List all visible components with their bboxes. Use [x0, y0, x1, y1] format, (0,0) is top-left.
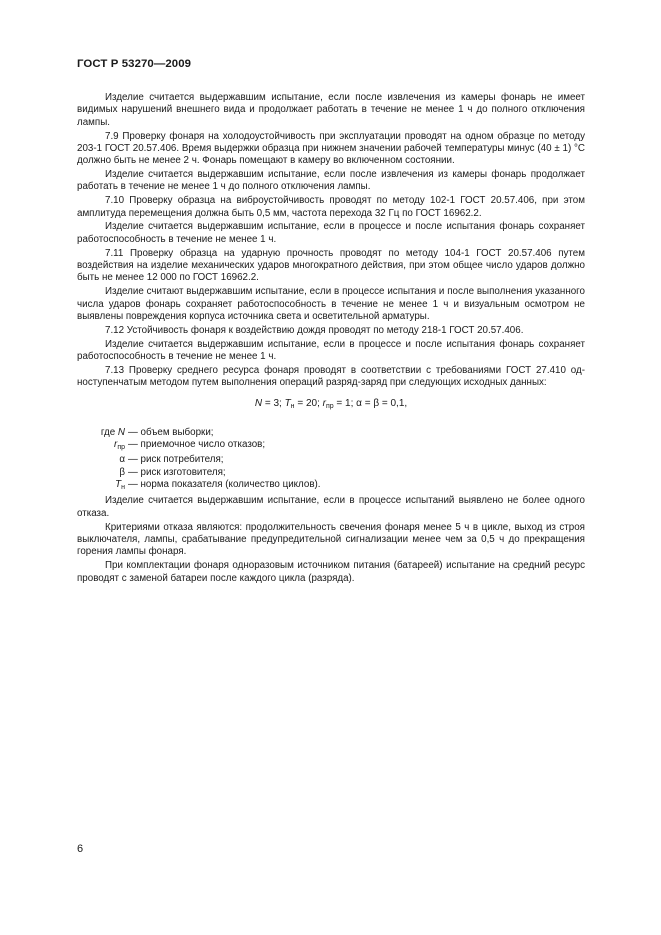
- paragraph: 7.13 Проверку среднего ресурса фонаря проводят в соответствии с требованиями ГОСТ 27.410 одноступенчатым методом путем выполнения операций разряд-заряд при следующих исходных данных:: [77, 364, 585, 389]
- formula-t-subscript: н: [290, 403, 295, 411]
- formula-r-value: = 1;: [333, 398, 357, 410]
- paragraph: Изделие считают выдержавшим испытание, если в процессе испытания и после выполнения указанного числа ударов фонарь сохраняет работоспособность в течение не менее 1 ч и визуальным осмотром не выявлены повреждения корпуса источника света и осветительной арматуры.: [77, 286, 585, 322]
- paragraph: 7.11 Проверку образца на ударную прочность проводят по методу 104-1 ГОСТ 20.57.406 путем воздействия на изделие механических ударов многократного действия, при этом общее число ударов должно быть не менее 12 000 по ГОСТ 16962.2.: [77, 247, 585, 284]
- definition-item: [77, 479, 585, 494]
- definition-symbol: r: [114, 439, 118, 451]
- definition-text: — норма показателя (количество циклов).: [128, 479, 321, 491]
- paragraph: Изделие считается выдержавшим испытание, если после извлечения из камеры фонарь не имеет видимых нарушений внешнего вида и продолжает работать в течение не менее 1 ч до полного отключения лампы.: [77, 92, 585, 128]
- definition-text: — риск потребителя;: [128, 454, 224, 466]
- definition-item: [77, 427, 585, 439]
- paragraph: 7.10 Проверку образца на виброустойчивость проводят по методу 102-1 ГОСТ 20.57.406, при этом амплитуда перемещения должна быть 0,5 мм, частота перехода 32 Гц по ГОСТ 16962.2.: [77, 195, 585, 219]
- paragraph: Изделие считается выдержавшим испытание, если после извлечения из камеры фонарь продолжает работать в течение не менее 1 ч до полного отключения лампы.: [77, 169, 585, 193]
- document-body: [77, 92, 585, 586]
- page-number: 6: [77, 843, 84, 855]
- definition-symbol: N: [117, 426, 125, 438]
- definition-subscript: пр: [117, 444, 125, 452]
- definition-item: [77, 454, 585, 466]
- paragraph: Изделие считается выдержавшим испытание, если в процессе испытаний выявлено не более одного отказа.: [77, 495, 585, 519]
- formula-r-symbol: r: [322, 398, 326, 410]
- formula-t-symbol: T: [284, 398, 291, 410]
- paragraph: При комплектации фонаря одноразовым источником питания (батареей) испытание на средний ресурс проводят с заменой батареи после каждого цикла (разряда).: [77, 560, 585, 584]
- paragraph: 7.12 Устойчивость фонаря к воздействию дождя проводят по методу 218-1 ГОСТ 20.57.406.: [105, 324, 524, 336]
- definition-symbol: α: [119, 454, 125, 466]
- document-header: ГОСТ Р 53270—2009: [77, 58, 192, 70]
- definitions-list: [77, 427, 585, 495]
- formula-n-value: = 3;: [262, 398, 285, 410]
- definition-text: — объем выборки;: [128, 426, 214, 438]
- formula-t-value: = 20;: [294, 398, 323, 410]
- paragraph: Критериями отказа являются: продолжительность свечения фонаря менее 5 ч в цикле, выход из строя выключателя, лампы, срабатывание предупредительной сигнализации менее чем за 0,5 ч до прекращения горения лампы фонаря.: [77, 521, 585, 558]
- definition-subscript: н: [121, 484, 125, 492]
- definition-item: [77, 467, 585, 479]
- formula-n-symbol: N: [254, 398, 263, 410]
- paragraph: Изделие считается выдержавшим испытание, если в процессе и после испытания фонарь сохраняет работоспособность в течение не менее 1 ч.: [77, 338, 585, 362]
- definition-symbol: T: [115, 479, 122, 491]
- formula-alpha-beta: α = β = 0,1,: [356, 398, 408, 410]
- definition-text: — риск изготовителя;: [128, 466, 226, 478]
- definition-item: [77, 439, 585, 454]
- paragraph: 7.9 Проверку фонаря на холодоустойчивость при эксплуатации проводят на одном образце по методу 203-1 ГОСТ 20.57.406. Время выдержки образца при нижнем значении рабочей температуры минус (40 ± 1) °С должно быть не менее 2 ч. Фонарь помещают в камеру во включенном состоянии.: [77, 130, 585, 167]
- formula-r-subscript: пр: [325, 403, 334, 411]
- paragraph: Изделие считается выдержавшим испытание, если в процессе и после испытания фонарь сохраняет работоспособность в течение не менее 1 ч.: [77, 221, 585, 245]
- formula: [77, 398, 585, 413]
- definition-symbol: β: [119, 466, 125, 478]
- definition-text: — приемочное число отказов;: [128, 439, 266, 451]
- definition-prefix: где: [100, 426, 118, 438]
